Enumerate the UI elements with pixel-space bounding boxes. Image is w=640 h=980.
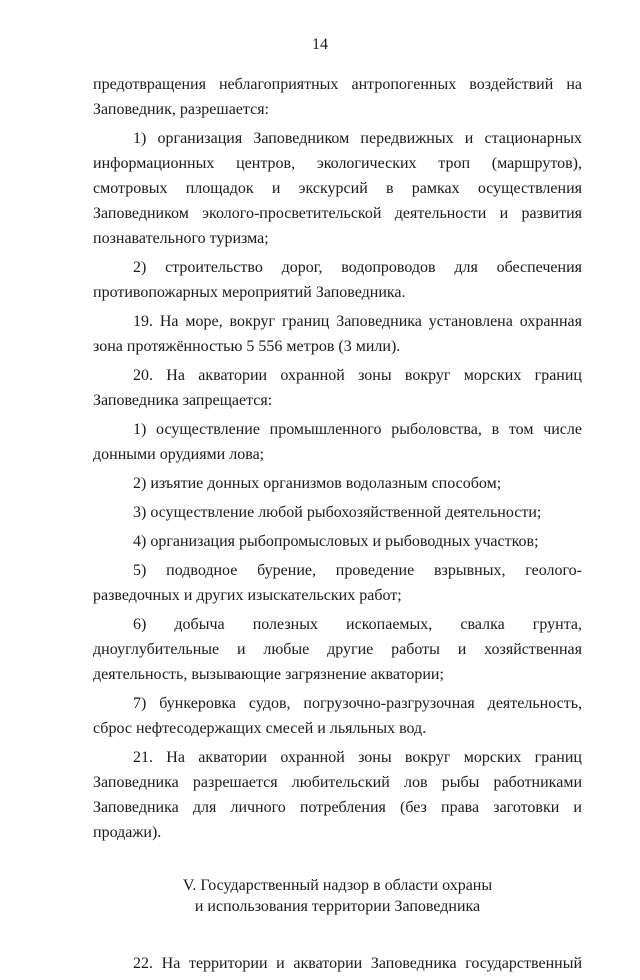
paragraph: 21. На акватории охранной зоны вокруг морских границ Заповедника разрешается любительский лов рыбы работниками Заповедника для личного потребления (без права заготовки и продажи). bbox=[93, 749, 582, 841]
list-item: 1) осуществление промышленного рыболовства, в том числе донными орудиями лова; bbox=[93, 421, 582, 463]
paragraph: предотвращения неблагоприятных антропогенных воздействий на Заповедник, разрешается: bbox=[93, 76, 582, 118]
list-item: 7) бункеровка судов, погрузочно-разгрузочная деятельность, сброс нефтесодержащих смесей и льяльных вод. bbox=[93, 695, 582, 737]
list-item: 5) подводное бурение, проведение взрывных, геолого-разведочных и других изыскательских работ; bbox=[93, 562, 582, 604]
page-number: 14 bbox=[312, 36, 328, 53]
list-item: 6) добыча полезных ископаемых, свалка грунта, дноуглубительные и любые другие работы и хозяйственная деятельность, вызывающие загрязнение акватории; bbox=[93, 616, 582, 683]
list-item: 2) строительство дорог, водопроводов для обеспечения противопожарных мероприятий Заповедника. bbox=[93, 259, 582, 301]
section-heading-line: и использования территории Заповедника bbox=[194, 898, 481, 915]
list-item: 2) изъятие донных организмов водолазным способом; bbox=[133, 475, 502, 492]
document-body bbox=[93, 72, 582, 980]
paragraph: 19. На море, вокруг границ Заповедника установлена охранная зона протяжённостью 5 556 метров (3 мили). bbox=[93, 313, 582, 355]
list-item: 3) осуществление любой рыбохозяйственной деятельности; bbox=[133, 504, 542, 521]
paragraph: 22. На территории и акватории Заповедника государственный bbox=[133, 955, 582, 972]
paragraph: 20. На акватории охранной зоны вокруг морских границ Заповедника запрещается: bbox=[93, 367, 582, 409]
section-heading-line: V. Государственный надзор в области охраны bbox=[182, 877, 493, 894]
list-item: 4) организация рыбопромысловых и рыбоводных участков; bbox=[133, 533, 539, 550]
section-heading bbox=[93, 875, 582, 917]
list-item: 1) организация Заповедником передвижных и стационарных информационных центров, экологических троп (маршрутов), смотровых площадок и экскурсий в рамках осуществления Заповедником эколого-просветительской деятельности и развития познавательного туризма; bbox=[93, 130, 582, 247]
